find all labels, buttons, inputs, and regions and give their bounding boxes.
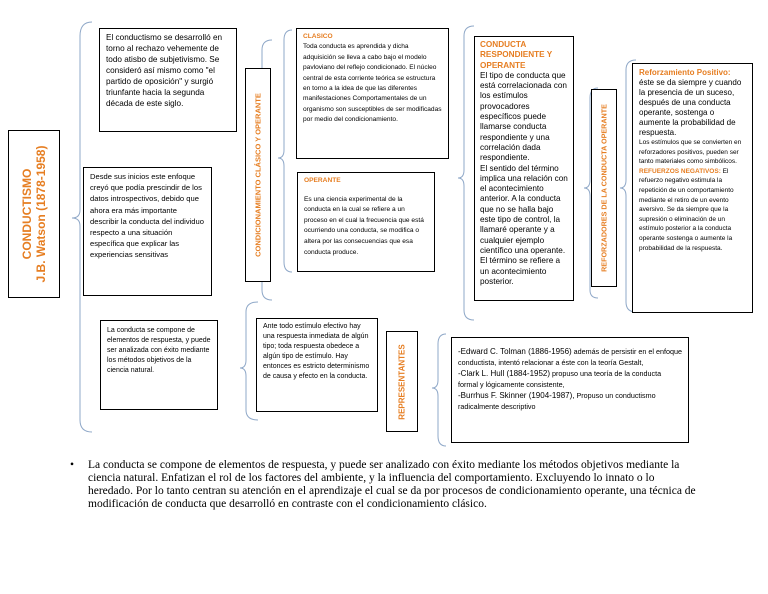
bullet-icon: •	[70, 459, 75, 471]
beginnings-box	[83, 167, 212, 296]
respondent-p2: El sentido del término implica una relación con el acontecimiento anterior. A la conducta que no se halla bajo este tipo de control, la llamaré operante y a cualquier ejemplo científico una operante. El término se refiere a un acontecimiento posterior.	[480, 163, 568, 286]
respondent-heading: CONDUCTA RESPONDIENTE Y OPERANTE	[480, 40, 553, 70]
response-box	[100, 320, 218, 410]
title-text	[20, 146, 48, 283]
reinforcers-label-box	[591, 89, 617, 287]
representative-item	[458, 346, 682, 368]
reinforcement-negative-heading: REFUERZOS NEGATIVOS:	[639, 167, 721, 175]
representatives-box	[451, 337, 689, 443]
operant-text: Es una ciencia experimental de la conducta en la cual se refiere a un proceso en el cual la frecuencia que está ocurriendo una conducta, se modifica o altera por las consecuencias que esa conducta produce.	[304, 195, 424, 256]
bullet-note	[70, 459, 698, 511]
operant-box	[297, 172, 435, 272]
representative-item	[458, 368, 682, 390]
representative-name: -Clark L. Hull (1884-1952)	[458, 369, 551, 378]
conditioning-label: CONDICIONAMIENTO CLÁSICO Y OPERANTE	[253, 93, 263, 257]
beginnings-text: Desde sus inicios este enfoque creyó que podía prescindir de los datos introspectivos, debido que ahora era más importante describir la conducta del individuo respecto a una situación específica que explicar las experiencias sensitivas	[90, 172, 204, 260]
reinforcement-box	[632, 63, 753, 313]
bullet-note-text: La conducta se compone de elementos de respuesta, y puede ser analizado con éxito mediante los métodos objetivos mediante la ciencia natural. Enfatizan el rol de los factores del ambiente, y la influencia del comportamiento. Excluyendo lo innato o lo heredado. Por lo tanto centran su atención en el aprendizaje el cual se da por procesos de condicionamiento operante, una técnica de modificación de conducta que desarrolló en contraste con el condicionamiento clásico.	[88, 459, 696, 510]
origin-text: El conductismo se desarrolló en torno al rechazo vehemente de todo atisbo de subjetivismo. Se consideró así mismo como "el partido de oposición" y surgió triunfante hacia la segunda década de este siglo.	[106, 33, 223, 108]
representative-item	[458, 390, 682, 412]
reinforcement-stimuli-text: Los estímulos que se convierten en reforzadores positivos, pueden ser tanto materiales como simbólicos.	[639, 139, 742, 166]
representative-desc: además de persistir en el enfoque conductista, intentó relacionar a éste con la teoría Gestalt,	[458, 347, 682, 367]
operant-heading: OPERANTE	[304, 177, 341, 184]
title-author: J.B. Watson (1878-1958)	[34, 145, 48, 283]
origin-box	[99, 28, 237, 132]
title-main: CONDUCTISMO	[20, 168, 34, 260]
classic-box	[296, 28, 449, 159]
representative-desc: propuso una teoría de la conducta formal y lógicamente consistente,	[458, 369, 662, 389]
representative-name: -Burrhus F. Skinner (1904-1987),	[458, 391, 575, 400]
classic-text: Toda conducta es aprendida y dicha adquisición se lleva a cabo bajo el modelo pavloviano del reflejo condicionado. El núcleo central de esta corriente teórica se estructura en torno a la idea de que las diferentes manifestaciones Comportamentales de un organismo son susceptibles de ser modificadas por medio del condicionamiento.	[303, 43, 442, 124]
representative-name: -Edward C. Tolman (1886-1956)	[458, 347, 572, 356]
representatives-label-box	[386, 331, 418, 432]
conditioning-label-box	[245, 68, 271, 282]
response-text: La conducta se compone de elementos de respuesta, y puede ser analizada con éxito mediante los métodos objetivos de la ciencia natural.	[107, 327, 211, 374]
reinforcement-positive-heading: Reforzamiento Positivo:	[639, 68, 731, 77]
title-box	[8, 130, 60, 298]
representative-desc: Propuso un conductismo radicalmente descriptivo	[458, 391, 656, 411]
stimulus-box	[256, 318, 378, 412]
reinforcers-label: REFORZADORES DE LA CONDUCTA OPERANTE	[599, 104, 609, 272]
classic-heading: CLASICO	[303, 33, 333, 40]
reinforcement-negative-text: El refuerzo negativo estimula la repetición de un comportamiento mediante el retiro de un evento aversivo. Se da siempre que la supresión o eliminación de un estímulo posterior a la conducta operante sostenga o aumente la probabilidad de la respuesta.	[639, 167, 734, 252]
respondent-p1: El tipo de conducta que está correlacionada con los estímulos provocadores específicos puede llamarse conducta respondiente y una correlación dada respondiente.	[480, 70, 567, 163]
representatives-label: REPRESENTANTES	[397, 343, 407, 420]
reinforcement-negative-block	[639, 167, 746, 253]
reinforcement-positive-text: éste se da siempre y cuando la presencia de un suceso, después de una conducta operante, sostenga o aumente la probabilidad de respuesta.	[639, 78, 742, 137]
stimulus-text: Ante todo estímulo efectivo hay una respuesta inmediata de algún tipo; toda respuesta obedece a algún tipo de estímulo. Hay entonces es estricto determinismo de causa y efecto en la conducta.	[263, 323, 370, 380]
respondent-box	[474, 36, 574, 301]
